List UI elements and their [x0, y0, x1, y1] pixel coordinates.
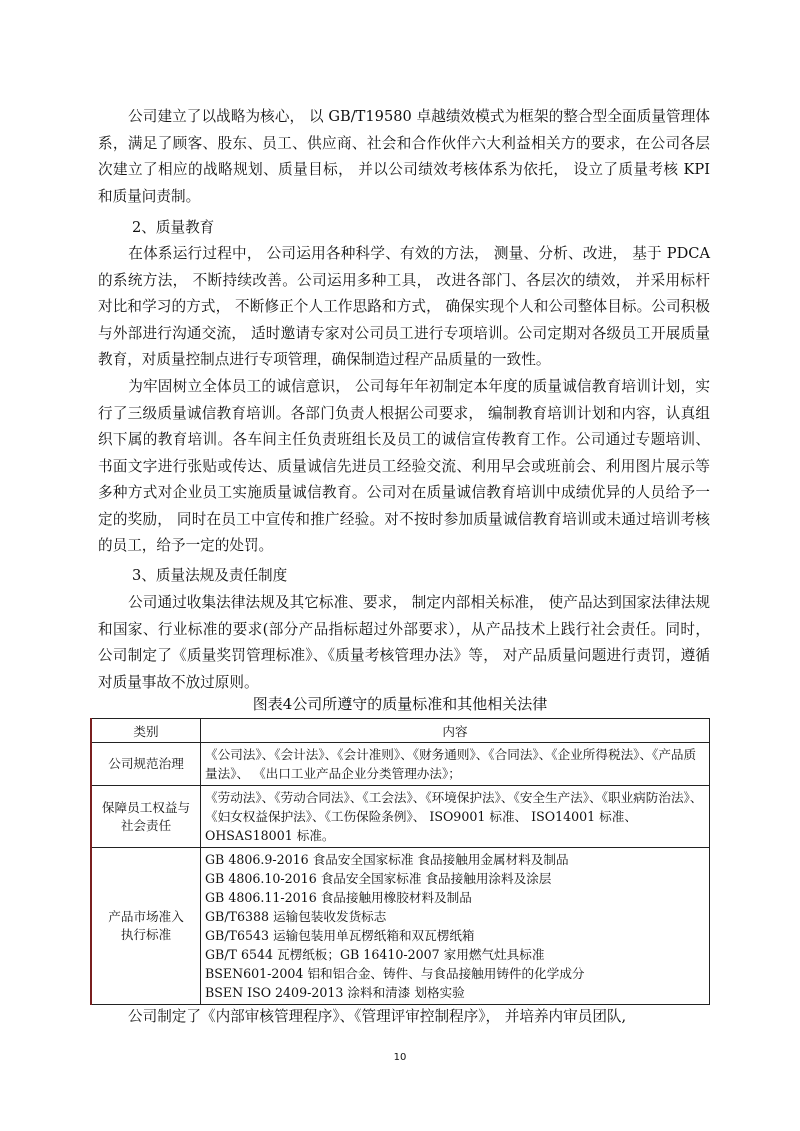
page-number: 10 — [393, 1052, 407, 1063]
row-category: 保障员工权益与社会责任 — [91, 786, 201, 848]
row-content: 《公司法》、《会计法》、《会计准则》、《财务通则》、《合同法》、《企业所得税法》、《产品质量法》、 《出口工业产品企业分类管理办法》； — [201, 743, 710, 786]
standard-line: GB/T6388 运输包装收发货标志 — [205, 909, 387, 924]
row-category: 产品市场准入执行标准 — [91, 848, 201, 1005]
row-category: 公司规范治理 — [91, 743, 201, 786]
standard-line: GB/T6543 运输包装用单瓦楞纸箱和双瓦楞纸箱 — [205, 928, 475, 943]
table-header-row — [91, 719, 710, 743]
table-caption: 图表4公司所遵守的质量标准和其他相关法律 — [252, 695, 548, 713]
table-row — [91, 743, 710, 786]
paragraph-regulations: 公司通过收集法律法规及其它标准、要求， 制定内部相关标准， 使产品达到国家法律法规和国家、行业标准的要求(部分产品指标超过外部要求），从产品技术上践行社会责任。同时， 公司制定了《质量奖罚管理标准》、《质量考核管理办法》等， 对产品质量问题进行责罚，遵循对质量事故不放过原则。 — [98, 594, 710, 691]
section-heading-quality-education: 2、质量教育 — [132, 219, 215, 236]
standard-line: GB/T 6544 瓦楞纸板；GB 16410-2007 家用燃气灶具标准 — [205, 947, 545, 962]
standard-line: BSEN601-2004 铝和铝合金、铸件、与食品接触用铸件的化学成分 — [205, 966, 585, 981]
section-heading-regulations: 3、质量法规及责任制度 — [132, 567, 288, 584]
header-content: 内容 — [201, 719, 710, 743]
paragraph-system-operation: 在体系运行过程中， 公司运用各种科学、有效的方法， 测量、分析、改进， 基于 PDCA 的系统方法， 不断持续改善。公司运用多种工具， 改进各部门、各层次的绩效， 并采用标杆对比和学习的方式， 不断修正个人工作思路和方式， 确保实现个人和公司整体目标。公司积极与外部进行沟通交流， 适时邀请专家对公司员工进行专项培训。公司定期对各级员工开展质量教育，对质量控制点进行专项管理，确保制造过程产品质量的一致性。 — [98, 245, 710, 368]
row-content: 《劳动法》、《劳动合同法》、《工会法》、《环境保护法》、《安全生产法》、《职业病防治法》、《妇女权益保护法》、《工伤保险条例》、 ISO9001 标准、 ISO14001 标准、 OHSAS18001 标准。 — [201, 786, 710, 848]
table-row — [91, 786, 710, 848]
standard-line: GB 4806.9-2016 食品安全国家标准 食品接触用金属材料及制品 — [205, 852, 569, 867]
standard-line: BSEN ISO 2409-2013 涂料和清漆 划格实验 — [205, 985, 465, 1000]
standard-line: GB 4806.10-2016 食品安全国家标准 食品接触用涂料及涂层 — [205, 871, 552, 886]
header-category: 类别 — [91, 719, 201, 743]
table-row — [91, 848, 710, 1005]
paragraph-quality-system: 公司建立了以战略为核心， 以 GB/T19580 卓越绩效模式为框架的整合型全面质量管理体系，满足了顾客、股东、员工、供应商、社会和合作伙伴六大利益相关方的要求，在公司各层次建立了相应的战略规划、质量目标， 并以公司绩效考核体系为依托， 设立了质量考核 KPI 和质量问责制。 — [98, 108, 710, 205]
row-content-list — [201, 848, 710, 1005]
standards-table — [90, 718, 710, 1005]
standard-line: GB 4806.11-2016 食品接触用橡胶材料及制品 — [205, 890, 472, 905]
paragraph-integrity-training: 为牢固树立全体员工的诚信意识， 公司每年年初制定本年度的质量诚信教育培训计划，实行了三级质量诚信教育培训。各部门负责人根据公司要求， 编制教育培训计划和内容，认真组织下属的教育培训。各车间主任负责班组长及员工的诚信宣传教育工作。公司通过专题培训、书面文字进行张贴或传达、质量诚信先进员工经验交流、利用早会或班前会、利用图片展示等多种方式对企业员工实施质量诚信教育。公司对在质量诚信教育培训中成绩优异的人员给予一定的奖励， 同时在员工中宣传和推广经验。对不按时参加质量诚信教育培训或未通过培训考核的员工，给予一定的处罚。 — [98, 378, 710, 554]
paragraph-internal-audit: 公司制定了《内部审核管理程序》、《管理评审控制程序》， 并培养内审员团队, — [128, 1008, 627, 1025]
